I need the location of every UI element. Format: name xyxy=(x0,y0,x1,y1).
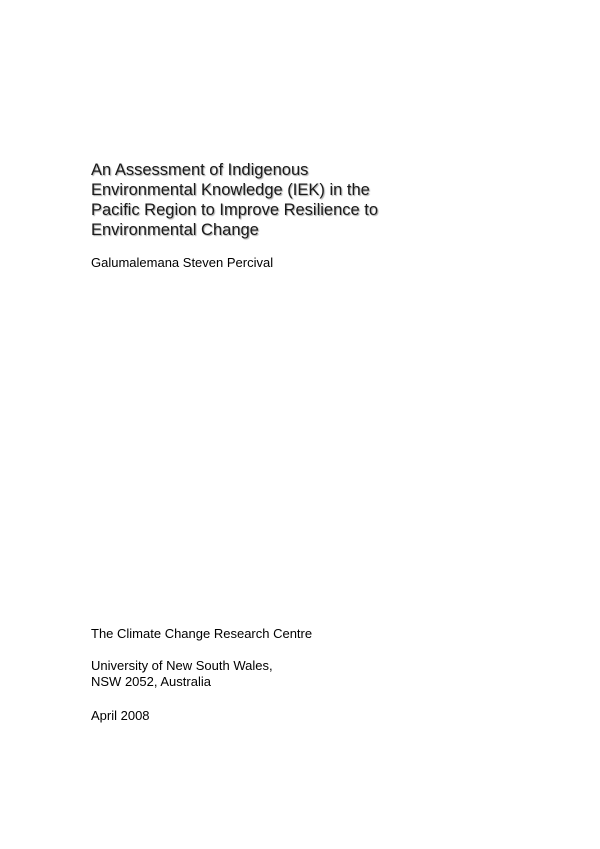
author-name: Galumalemana Steven Percival xyxy=(91,255,274,270)
title-line: Environmental Knowledge (IEK) in the xyxy=(91,181,370,199)
organization-name: The Climate Change Research Centre xyxy=(91,626,313,641)
title-line: An Assessment of Indigenous xyxy=(91,161,309,179)
title-line: Pacific Region to Improve Resilience to xyxy=(91,201,379,219)
document-title xyxy=(91,160,411,240)
address-line: NSW 2052, Australia xyxy=(91,674,211,689)
publication-date: April 2008 xyxy=(91,708,150,723)
address xyxy=(91,658,273,690)
title-line: Environmental Change xyxy=(91,221,259,239)
address-line: University of New South Wales, xyxy=(91,658,273,673)
